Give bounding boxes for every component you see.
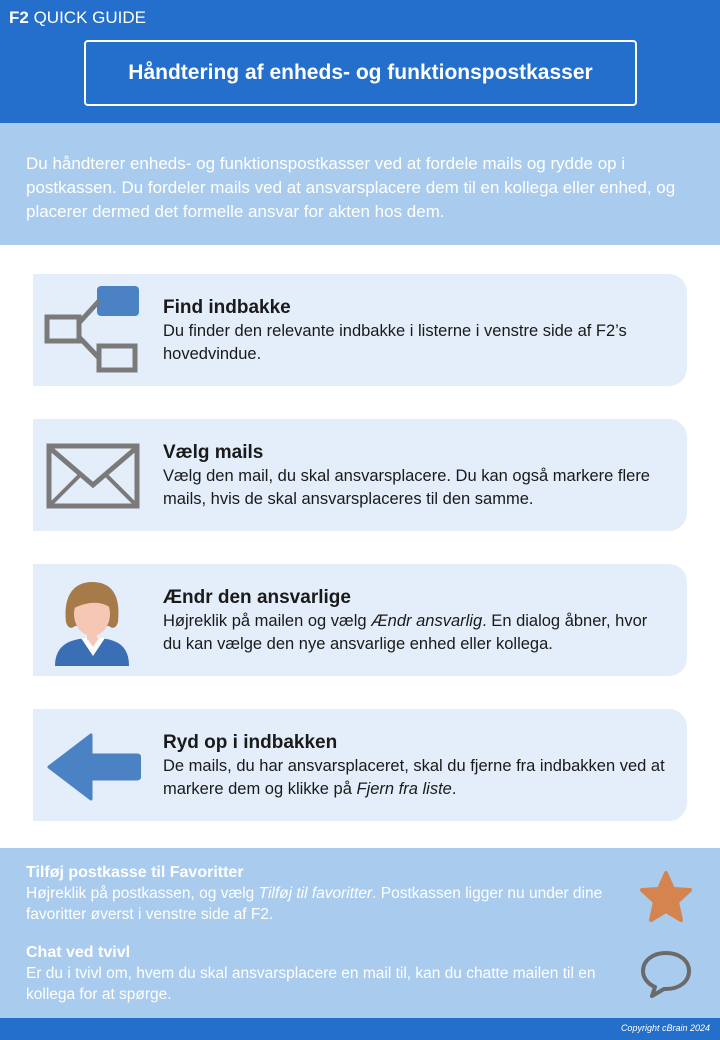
tip-chat [26, 942, 626, 1005]
hierarchy-icon [41, 284, 141, 376]
step-body [163, 755, 667, 801]
copyright-text: Copyright cBrain 2024 [620, 1023, 710, 1033]
person-icon [41, 574, 141, 666]
intro-text: Du håndterer enheds- og funktionspostkasser ved at fordele mails og rydde op i postkassen. Du fordeler mails ved at ansvarsplacere dem til en kollega eller enhed, og placerer dermed det formelle ansvar for akten hos dem. [26, 154, 676, 221]
step-body-text: . En dialog åbner, hvor du kan vælge den nye ansvarlige enhed eller kollega. [163, 612, 648, 653]
step-heading: Find indbakke [163, 297, 291, 318]
tips-band [0, 848, 720, 1018]
page-title: Håndtering af enheds- og funktionspostkasser [84, 40, 637, 106]
step-body: Vælg den mail, du skal ansvarsplacere. Du kan også markere flere mails, hvis de skal ansvarsplaceres til den samme. [163, 467, 650, 508]
tip-body-text: . Postkassen ligger nu under dine favoritter øverst i venstre side af F2. [26, 885, 603, 923]
menu-command-text: Fjern fra liste [356, 780, 452, 798]
step-heading: Ændr den ansvarlige [163, 587, 351, 608]
tip-body [26, 883, 626, 925]
brand-bold: F2 [9, 8, 29, 27]
tip-body: Er du i tvivl om, hvem du skal ansvarsplacere en mail til, kan du chatte mailen til en kollega for at spørge. [26, 965, 596, 1003]
step-body-text: . [451, 780, 457, 798]
envelope-icon [41, 429, 141, 521]
step-body-text: De mails, du har ansvarsplaceret, skal du fjerne fra indbakken ved at markere dem og klikke på [163, 757, 665, 798]
star-icon [638, 870, 694, 929]
tip-add-favorites [26, 862, 626, 925]
step-heading: Vælg mails [163, 442, 264, 463]
menu-command-text: Tilføj til favoritter [258, 885, 373, 902]
step-body: Du finder den relevante indbakke i listerne i venstre side af F2’s hovedvindue. [163, 322, 627, 363]
arrow-left-icon [41, 719, 141, 811]
step-card-clean-inbox [33, 709, 687, 821]
header-banner [0, 0, 720, 123]
intro-band [0, 123, 720, 245]
menu-command-text: Ændr ansvarlig [371, 612, 483, 630]
step-card-select-mails [33, 419, 687, 531]
chat-bubble-icon [638, 948, 694, 1005]
brand-label [9, 8, 146, 28]
tip-body-text: Højreklik på postkassen, og vælg [26, 885, 259, 902]
step-card-change-responsible [33, 564, 687, 676]
step-heading: Ryd op i indbakken [163, 732, 338, 753]
step-card-find-inbox [33, 274, 687, 386]
step-body-text: Højreklik på mailen og vælg [163, 612, 372, 630]
tip-heading: Chat ved tvivl [26, 944, 131, 961]
step-body [163, 610, 667, 656]
footer-bar [0, 1018, 720, 1040]
tip-heading: Tilføj postkasse til Favoritter [26, 864, 244, 881]
brand-rest: QUICK GUIDE [33, 8, 146, 27]
